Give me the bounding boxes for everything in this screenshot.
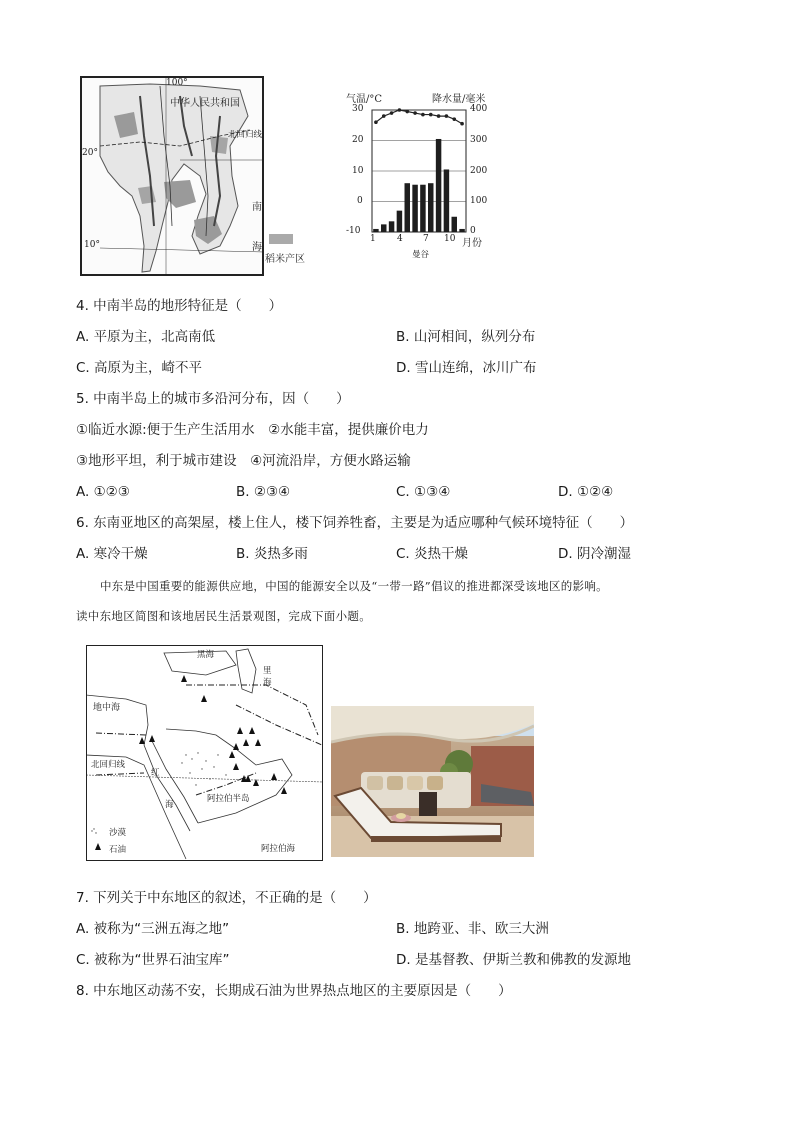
city-label: 曼谷	[412, 250, 430, 260]
temp-tick-30: 30	[352, 104, 364, 114]
red-sea-label-1: 红	[151, 768, 160, 778]
month-unit-label: 月份	[462, 238, 482, 249]
q6-option-d[interactable]: D. 阴冷潮湿	[558, 546, 631, 562]
q5-statement-line1: ①临近水源:便于生产生活用水 ②水能丰富，提供廉价电力	[76, 422, 429, 438]
q7-option-c[interactable]: C. 被称为“世界石油宝库”	[76, 952, 230, 968]
temperature-line	[376, 110, 462, 124]
precip-bar-3	[389, 221, 394, 232]
latitude-10-label: 10°	[84, 240, 100, 250]
q6-option-b[interactable]: B. 炎热多雨	[236, 546, 308, 562]
temperature-point-4	[398, 108, 402, 112]
q7-option-d[interactable]: D. 是基督教、伊斯兰教和佛教的发源地	[396, 952, 631, 968]
latitude-20-label: 20°	[82, 148, 98, 158]
precip-bar-9	[436, 139, 441, 232]
q4-stem: 4. 中南半岛的地形特征是（ ）	[76, 298, 283, 314]
china-label: 中华人民共和国	[170, 98, 240, 109]
q6-option-a[interactable]: A. 寒冷干燥	[76, 546, 148, 562]
q4-option-c[interactable]: C. 高原为主，崎不平	[76, 360, 203, 376]
precip-tick-200: 200	[470, 166, 488, 176]
precip-bar-11	[452, 217, 457, 232]
legend-desert-label: 沙漠	[109, 828, 127, 838]
temp-tick-0: 0	[357, 196, 363, 206]
q5-option-a[interactable]: A. ①②③	[76, 484, 130, 500]
indochina-map	[80, 76, 264, 276]
precip-tick-100: 100	[470, 196, 488, 206]
precip-bar-6	[412, 185, 417, 232]
left-axis-title: 气温/°C	[346, 94, 383, 105]
temperature-point-2	[382, 114, 386, 118]
q5-option-d[interactable]: D. ①②④	[558, 484, 614, 500]
q7-stem: 7. 下列关于中东地区的叙述，不正确的是（ ）	[76, 890, 377, 906]
middle-east-map	[86, 645, 323, 861]
rice-legend-swatch	[269, 234, 293, 244]
temperature-point-5	[405, 110, 409, 114]
precip-tick-300: 300	[470, 135, 488, 145]
temperature-point-6	[413, 111, 417, 115]
longitude-100-label: 100°	[166, 78, 188, 88]
temp-tick-20: 20	[352, 135, 364, 145]
q6-option-c[interactable]: C. 炎热干燥	[396, 546, 469, 562]
black-sea-label: 黑海	[197, 650, 215, 660]
temperature-point-11	[452, 117, 456, 121]
arabian-sea-label: 阿拉伯海	[261, 844, 296, 854]
precip-bar-12	[459, 229, 464, 232]
precip-bar-5	[405, 183, 410, 232]
caspian-label-2: 海	[263, 678, 272, 688]
temperature-point-10	[445, 114, 449, 118]
temperature-point-8	[429, 113, 433, 117]
precip-tick-0: 0	[470, 226, 476, 236]
q6-stem: 6. 东南亚地区的高架屋，楼上住人，楼下饲养牲畜，主要是为适应哪种气候环境特征（ ）	[76, 515, 634, 531]
precip-bar-7	[420, 185, 425, 232]
precip-bar-8	[428, 183, 433, 232]
climate-chart	[330, 86, 520, 266]
temperature-point-7	[421, 113, 425, 117]
temp-tick-neg10: -10	[346, 226, 361, 236]
month-tick-7: 7	[423, 234, 429, 244]
q4-option-d[interactable]: D. 雪山连绵，冰川广布	[396, 360, 537, 376]
arabian-peninsula-label: 阿拉伯半岛	[207, 794, 250, 804]
rice-legend-label: 稻米产区	[265, 254, 305, 265]
q5-option-c[interactable]: C. ①③④	[396, 484, 451, 500]
precip-tick-400: 400	[470, 104, 488, 114]
month-tick-10: 10	[444, 234, 456, 244]
south-sea-label-1: 南	[252, 202, 262, 213]
temperature-point-9	[437, 114, 441, 118]
q4-option-a[interactable]: A. 平原为主，北高南低	[76, 329, 216, 345]
tropic-label: 北回归线	[91, 760, 126, 770]
south-sea-label-2: 海	[252, 242, 262, 253]
middle-east-residence-photo	[331, 706, 534, 857]
precip-bar-1	[373, 229, 378, 232]
temperature-point-3	[390, 111, 394, 115]
month-tick-1: 1	[370, 234, 376, 244]
q7-option-a[interactable]: A. 被称为“三洲五海之地”	[76, 921, 230, 937]
temp-tick-10: 10	[352, 166, 364, 176]
q5-option-b[interactable]: B. ②③④	[236, 484, 291, 500]
red-sea-label-2: 海	[165, 800, 174, 810]
mediterranean-label: 地中海	[93, 703, 121, 713]
temperature-point-1	[374, 120, 378, 124]
precip-bar-4	[397, 211, 402, 232]
temperature-point-12	[460, 122, 464, 126]
tropic-label: 北回归线	[228, 130, 263, 140]
caspian-label-1: 里	[263, 666, 272, 676]
right-axis-title: 降水量/毫米	[432, 94, 486, 105]
q5-stem: 5. 中南半岛上的城市多沿河分布，因（ ）	[76, 391, 350, 407]
month-tick-4: 4	[397, 234, 403, 244]
legend-oil-label: 石油	[109, 845, 127, 855]
q4-option-b[interactable]: B. 山河相间，纵列分布	[396, 329, 536, 345]
intro-line1: 中东是中国重要的能源供应地，中国的能源安全以及“一带一路”倡议的推进都深受该地区的影响。	[100, 579, 608, 593]
intro-line2: 读中东地区简图和该地居民生活景观图，完成下面小题。	[76, 609, 371, 623]
q7-option-b[interactable]: B. 地跨亚、非、欧三大洲	[396, 921, 549, 937]
q8-stem: 8. 中东地区动荡不安，长期成石油为世界热点地区的主要原因是（ ）	[76, 983, 512, 999]
precip-bar-10	[444, 169, 449, 232]
q5-statement-line2: ③地形平坦，利于城市建设 ④河流沿岸，方便水路运输	[76, 453, 411, 469]
precip-bar-2	[381, 224, 386, 232]
